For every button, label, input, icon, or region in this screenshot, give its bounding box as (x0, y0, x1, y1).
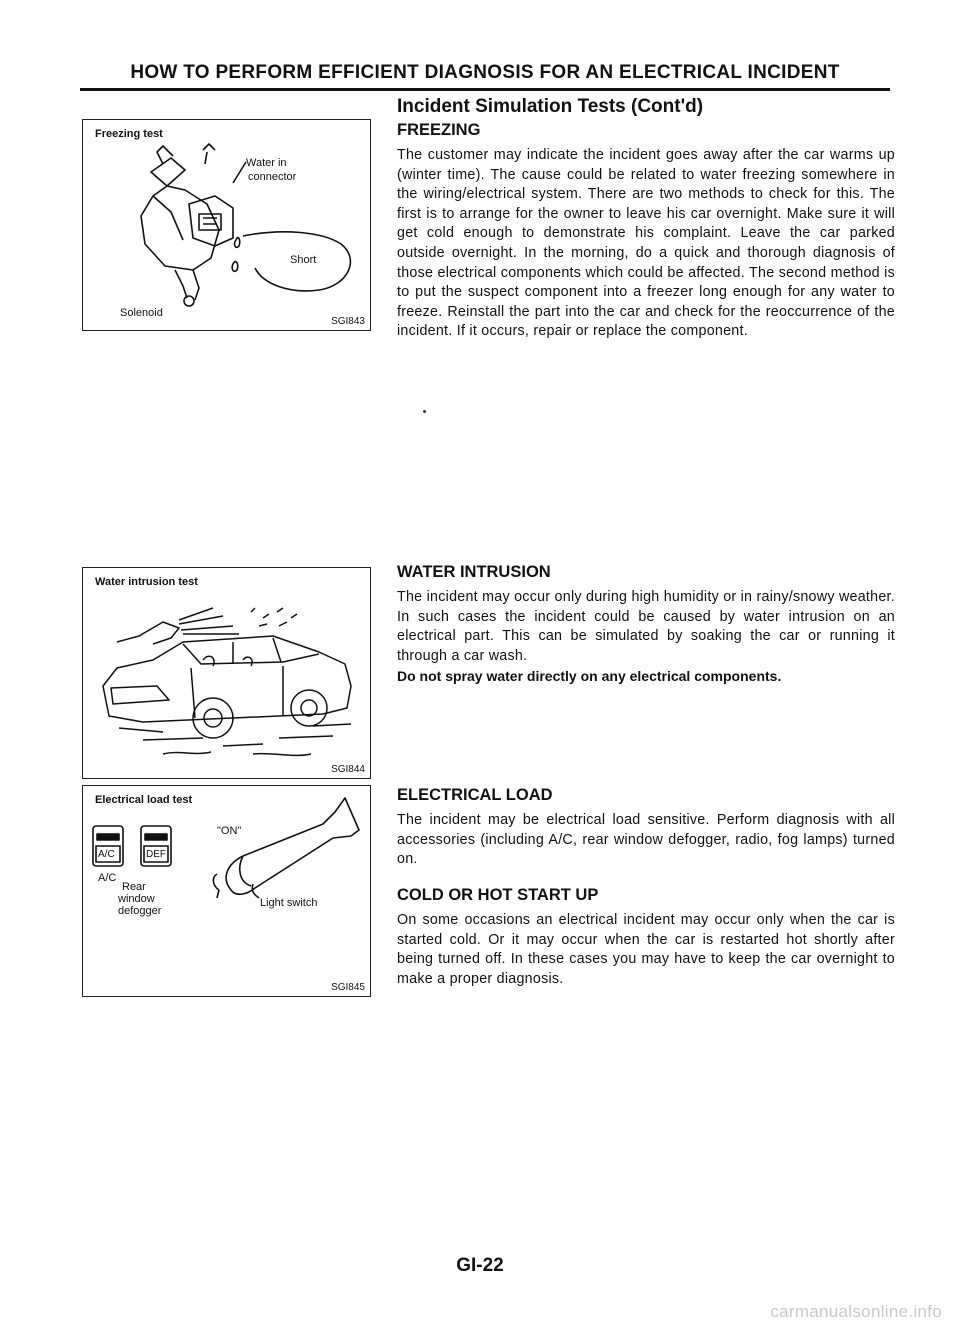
freezing-body: The customer may indicate the incident goes away after the car warms up (winter time). The cause could be related to water freezing somewhere in the wiring/electrical system. There are two methods to check for this. The first is to arrange for the owner to leave his car overnight. Make sure it will get cold enough to demonstrate his complaint. Leave the car parked outside overnight. In the morning, do a quick and thorough diagnosis of those electrical components which could be affected. The second method is to put the suspect component into a freezer long enough for any water to freeze. Reinstall the part into the car and check for the reoccurrence of the incident. If it occurs, repair or replace the component. (397, 147, 895, 340)
def-button-label: DEF (146, 849, 166, 860)
electrical-load-body: The incident may be electrical load sensitive. Perform diagnosis with all accessories (including A/C, rear window defogger, radio, fog lamps) turned on. (397, 812, 895, 868)
figure-title: Water intrusion test (95, 576, 198, 588)
section-title: Incident Simulation Tests (Cont'd) (397, 96, 704, 117)
figure-title: Electrical load test (95, 794, 193, 806)
cold-hot-start-body: On some occasions an electrical incident may occur only when the car is started cold. Or it may occur when the car is restarted hot shortly after being turned off. In these cases you may have to keep the car overnight to make a proper diagnosis. (397, 912, 895, 987)
label-light-switch: Light switch (260, 897, 318, 909)
water-intrusion-section (397, 563, 895, 684)
cold-hot-start-section (397, 886, 895, 989)
page-header: HOW TO PERFORM EFFICIENT DIAGNOSIS FOR AN ELECTRICAL INCIDENT (130, 62, 840, 83)
label-defogger: defogger (118, 905, 162, 917)
label-connector: connector (248, 171, 297, 183)
figure-title: Freezing test (95, 128, 163, 140)
water-intrusion-figure (82, 567, 371, 779)
label-rear: Rear (122, 881, 146, 893)
freezing-section (397, 121, 895, 342)
solenoid-illustration (83, 120, 372, 332)
page-number: GI-22 (456, 1255, 504, 1276)
cold-hot-start-heading: COLD OR HOT START UP (397, 886, 599, 904)
water-intrusion-heading: WATER INTRUSION (397, 563, 551, 581)
watermark: carmanualsonline.info (770, 1302, 942, 1321)
label-window: window (118, 893, 155, 905)
label-on: "ON" (217, 825, 242, 837)
figure-code: SGI845 (331, 982, 365, 993)
stray-dot (423, 410, 426, 413)
water-intrusion-body: The incident may occur only during high humidity or in rainy/snowy weather. In such cases the incident could be caused by water intrusion on an electrical part. This can be simulated by soaking the car or running it through a car wash. (397, 589, 895, 664)
figure-code: SGI844 (331, 764, 365, 775)
ac-button-label: A/C (98, 849, 115, 860)
header-rule (80, 88, 890, 91)
figure-code: SGI843 (331, 316, 365, 327)
water-intrusion-warning: Do not spray water directly on any electrical components. (397, 668, 782, 685)
label-ac: A/C (98, 872, 117, 884)
label-short: Short (290, 254, 317, 266)
electrical-load-heading: ELECTRICAL LOAD (397, 786, 553, 804)
label-water-in: Water in (246, 157, 287, 169)
electrical-load-section (397, 786, 895, 870)
freezing-test-figure (82, 119, 371, 331)
label-solenoid: Solenoid (120, 307, 163, 319)
car-wash-illustration (83, 568, 372, 780)
freezing-heading: FREEZING (397, 121, 481, 139)
electrical-load-figure (82, 785, 371, 997)
